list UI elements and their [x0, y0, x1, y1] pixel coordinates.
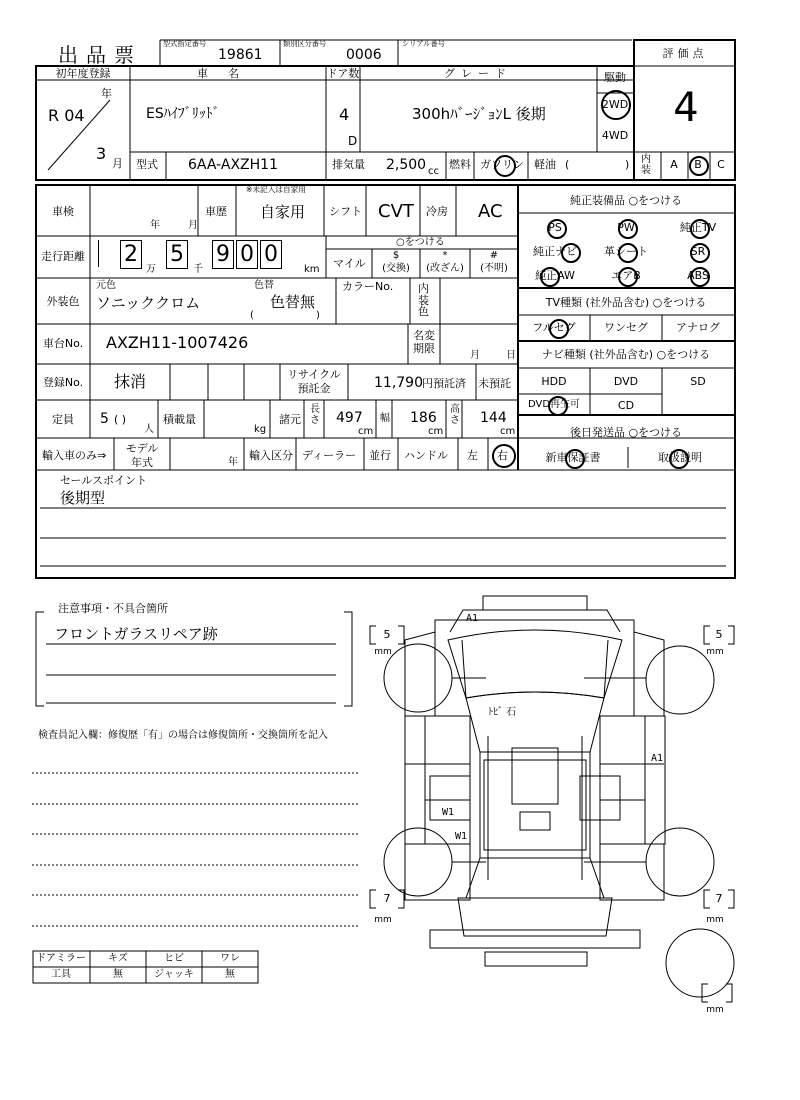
- shift-value: CVT: [378, 201, 414, 222]
- tire-fr-depth: 5: [715, 628, 723, 641]
- tamper-label: (改ざん): [426, 263, 464, 274]
- tire-rl-unit: mm: [374, 915, 392, 925]
- damage-mark-left-rear: W1: [455, 831, 468, 842]
- import-parallel: 並行: [369, 449, 391, 462]
- equip-aw: 純正AW: [535, 269, 575, 282]
- equip-pw: PW: [617, 221, 635, 234]
- tools-header-scratch: キズ: [108, 953, 128, 964]
- equip-airbag: エアB: [611, 269, 641, 282]
- length-unit: cm: [358, 426, 374, 437]
- capacity-unit: 人: [144, 424, 154, 435]
- handle-right: 右: [497, 449, 508, 462]
- man-unit: 万: [146, 264, 156, 275]
- fuel-paren-open: (: [565, 158, 570, 171]
- capacity-paren: ( ): [114, 413, 127, 426]
- transfer-day-unit: 日: [506, 350, 516, 361]
- height-label: 高さ: [450, 404, 460, 426]
- equipment-title: 純正装備品 ○をつける: [569, 194, 683, 207]
- interior-label: 内装: [641, 154, 651, 176]
- tire-fl-depth: 5: [383, 628, 391, 641]
- ac-label: 冷房: [426, 205, 448, 218]
- recycle-amount: 11,790: [374, 375, 423, 391]
- equip-sr-mark: [690, 243, 710, 263]
- equip-abs: ABS: [687, 269, 709, 282]
- tools-header-crack: ヒビ: [164, 953, 184, 964]
- tv-oneseg: ワンセグ: [604, 321, 648, 334]
- tv-title: TV種類 (社外品含む) ○をつける: [545, 296, 707, 309]
- swap-symbol: $: [392, 250, 400, 261]
- tire-rr-unit: mm: [706, 915, 724, 925]
- shaken-year-unit: 年: [150, 220, 160, 231]
- tv-analog: アナログ: [676, 321, 720, 334]
- equip-airbag-mark: [618, 267, 638, 287]
- drive-label: 駆動: [604, 71, 626, 84]
- notes-label: 注意事項・不具合箇所: [58, 602, 168, 615]
- mileage-digit-tens: 0: [236, 240, 258, 269]
- type-designation-label: 型式指定番号: [163, 40, 207, 49]
- notes-text: フロントガラスリペア跡: [54, 625, 218, 643]
- grade-label: グレード: [444, 67, 512, 80]
- tools-jack-label: ジャッキ: [154, 969, 194, 980]
- shaken-month-unit: 月: [188, 220, 198, 231]
- damage-mark-front-bumper: A1: [466, 613, 479, 624]
- transfer-month-unit: 月: [470, 350, 480, 361]
- docs-title: 後日発送品 ○をつける: [569, 426, 683, 439]
- height-value: 144: [480, 410, 507, 426]
- capacity-label: 定員: [52, 413, 74, 426]
- chassis-label: 車台No.: [42, 337, 84, 350]
- nav-cd: CD: [617, 399, 635, 412]
- dims-label: 諸元: [279, 413, 301, 426]
- shift-label: シフト: [329, 205, 362, 218]
- handle-left: 左: [467, 449, 478, 462]
- interior-b-selected-mark: [689, 156, 709, 176]
- sales-point-label: セールスポイント: [60, 474, 148, 487]
- import-label: 輸入車のみ⇒: [42, 449, 107, 462]
- interior-a: A: [670, 158, 678, 171]
- capacity-value: 5: [100, 411, 109, 427]
- drive-2wd-selected-mark: [601, 90, 631, 120]
- equip-tv-mark: [690, 219, 710, 239]
- model-code: 6AA-AXZH11: [188, 157, 278, 173]
- equip-sr: SR: [690, 245, 706, 258]
- damage-mark-right-side: A1: [651, 753, 664, 764]
- serial-label: シリアル番号: [402, 40, 445, 49]
- length-label: 長さ: [310, 404, 320, 426]
- model-label: 型式: [136, 158, 158, 171]
- equip-navi-mark: [561, 243, 581, 263]
- equip-abs-mark: [690, 267, 710, 287]
- ac-value: AC: [478, 201, 503, 222]
- tamper-symbol: *: [442, 250, 448, 261]
- mile-label: マイル: [333, 257, 366, 270]
- shaken-label: 車検: [52, 205, 74, 218]
- tools-header-break: ワレ: [220, 953, 240, 964]
- year-unit: 年: [101, 87, 112, 100]
- equip-aw-mark: [540, 267, 560, 287]
- swap-label: (交換): [382, 263, 410, 274]
- docs-manual-mark: [669, 449, 689, 469]
- tv-fullseg: フルセグ: [532, 321, 576, 334]
- door-type: D: [348, 134, 358, 148]
- recycle-status: 円預託済: [422, 377, 466, 390]
- load-unit: kg: [254, 424, 267, 435]
- category-no: 0006: [346, 47, 382, 63]
- width-value: 186: [410, 410, 437, 426]
- score-label: 評価点: [662, 47, 708, 60]
- fuel-gasoline-selected-mark: [494, 155, 516, 177]
- color-no-label: カラーNo.: [342, 280, 394, 293]
- repaint-paren-close: ): [316, 310, 320, 321]
- mileage-leading-bar: [98, 240, 100, 267]
- nav-sd: SD: [690, 375, 706, 388]
- width-label: 幅: [380, 413, 390, 424]
- exterior-label: 外装色: [46, 295, 80, 308]
- equip-ps-mark: [547, 219, 567, 239]
- nav-dvd: DVD: [613, 375, 639, 388]
- damage-mark-left-door: W1: [442, 807, 455, 818]
- recycle-label-1: リサイクル: [287, 368, 341, 381]
- nav-hdd: HDD: [541, 375, 567, 388]
- equip-navi: 純正ナビ: [533, 245, 577, 258]
- equip-ps: PS: [548, 221, 562, 234]
- mileage-digit-ten-thousands: 2: [120, 240, 142, 269]
- interior-color-label: 内装色: [418, 282, 429, 319]
- original-color-value: ソニッククロム: [96, 294, 201, 312]
- interior-c: C: [717, 158, 725, 171]
- repaint-label: 色替: [254, 280, 274, 291]
- drive-4wd: 4WD: [601, 129, 629, 142]
- load-label: 積載量: [163, 413, 196, 426]
- tire-fl-unit: mm: [374, 647, 392, 657]
- fuel-diesel: 軽油: [534, 158, 556, 171]
- fuel-label: 燃料: [449, 158, 471, 171]
- drive-2wd: 2WD: [601, 98, 629, 111]
- handle-right-selected-mark: [492, 444, 516, 468]
- first-reg-label: 初年度登録: [55, 67, 111, 80]
- handle-label: ハンドル: [404, 449, 448, 462]
- car-diagram: [370, 596, 734, 1002]
- type-designation-no: 19861: [218, 47, 263, 63]
- reg-no-label: 登録No.: [42, 376, 84, 389]
- equip-pw-mark: [618, 219, 638, 239]
- score-value: 4: [673, 85, 699, 131]
- month-unit: 月: [112, 157, 123, 170]
- mark-instruction: ○をつける: [396, 237, 445, 248]
- nav-dvd-play-mark: [548, 396, 568, 416]
- tv-fullseg-mark: [549, 319, 569, 339]
- length-value: 497: [336, 410, 363, 426]
- repaint-value: 色替無: [270, 293, 316, 311]
- interior-b: B: [694, 158, 702, 171]
- equip-leather: 革シート: [604, 245, 648, 258]
- fuel-gasoline: ガソリン: [480, 158, 524, 171]
- import-dealer: ディーラー: [302, 449, 357, 462]
- chassis-no: AXZH11-1007426: [106, 333, 249, 352]
- tire-spare-unit: mm: [706, 1005, 724, 1015]
- tire-rr-depth: 7: [715, 892, 723, 905]
- unknown-label: (不明): [480, 263, 508, 274]
- damage-mark-windshield: ﾄﾋﾞ 石: [488, 707, 517, 718]
- docs-manual: 取扱説明: [658, 451, 702, 464]
- docs-warranty: 新車保証書: [545, 451, 601, 464]
- category-label: 類別区分番号: [283, 40, 327, 49]
- doors-value: 4: [339, 105, 350, 124]
- displacement-label: 排気量: [332, 158, 365, 171]
- equip-tv: 純正TV: [679, 221, 717, 234]
- height-unit: cm: [500, 426, 516, 437]
- repaint-paren-open: (: [250, 310, 254, 321]
- model-year-label-2: 年式: [131, 456, 153, 469]
- history-value: 自家用: [260, 203, 306, 221]
- displacement-unit: cc: [428, 166, 439, 177]
- mileage-digit-ones: 0: [260, 240, 282, 269]
- tire-fr-unit: mm: [706, 647, 724, 657]
- original-color-label: 元色: [96, 280, 116, 291]
- car-name-label: 車名: [197, 67, 259, 80]
- width-unit: cm: [428, 426, 444, 437]
- tools-tool-value: 無: [113, 969, 123, 980]
- nav-dvd-play: DVD再生可: [527, 399, 581, 410]
- equip-leather-mark: [618, 243, 638, 263]
- tools-header-mirror: ドアミラー: [36, 953, 86, 964]
- car-name: ESﾊｲﾌﾞﾘｯﾄﾞ: [146, 106, 220, 122]
- sales-point-text: 後期型: [60, 489, 106, 507]
- history-label: 車歴: [205, 205, 227, 218]
- recycle-label-2: 預託金: [297, 382, 331, 395]
- doors-label: ドア数: [326, 67, 360, 80]
- model-year-unit: 年: [228, 457, 238, 468]
- sen-unit: 千: [193, 264, 203, 275]
- document-title: 出品票: [58, 43, 142, 67]
- tire-rl-depth: 7: [383, 892, 391, 905]
- first-reg-month: 3: [96, 144, 107, 163]
- inspector-label: 検査員記入欄：修復歴「有」の場合は修復箇所・交換箇所を記入: [38, 730, 328, 741]
- reg-no-value: 抹消: [114, 372, 147, 391]
- tools-tool-label: 工具: [51, 969, 71, 980]
- fuel-paren-close: ): [625, 158, 630, 171]
- first-reg-era: R 04: [48, 106, 85, 125]
- km-unit: km: [304, 264, 320, 275]
- transfer-label: 名変期限: [413, 329, 435, 355]
- model-year-label-1: モデル: [125, 442, 159, 455]
- docs-warranty-mark: [565, 449, 585, 469]
- mileage-label: 走行距離: [41, 250, 85, 263]
- recycle-unpaid: 未預託: [478, 377, 511, 390]
- unknown-symbol: #: [489, 250, 499, 261]
- history-note: ※未記入は自家用: [246, 186, 306, 195]
- tools-jack-value: 無: [225, 969, 235, 980]
- nav-title: ナビ種類 (社外品含む) ○をつける: [541, 348, 711, 361]
- import-type-label: 輸入区分: [249, 449, 293, 462]
- displacement-value: 2,500: [386, 157, 427, 173]
- mileage-digit-hundreds: 9: [212, 240, 234, 269]
- mileage-digit-thousands: 5: [166, 240, 188, 269]
- grade-value: 300hﾊﾞｰｼﾞｮﾝL 後期: [412, 105, 546, 123]
